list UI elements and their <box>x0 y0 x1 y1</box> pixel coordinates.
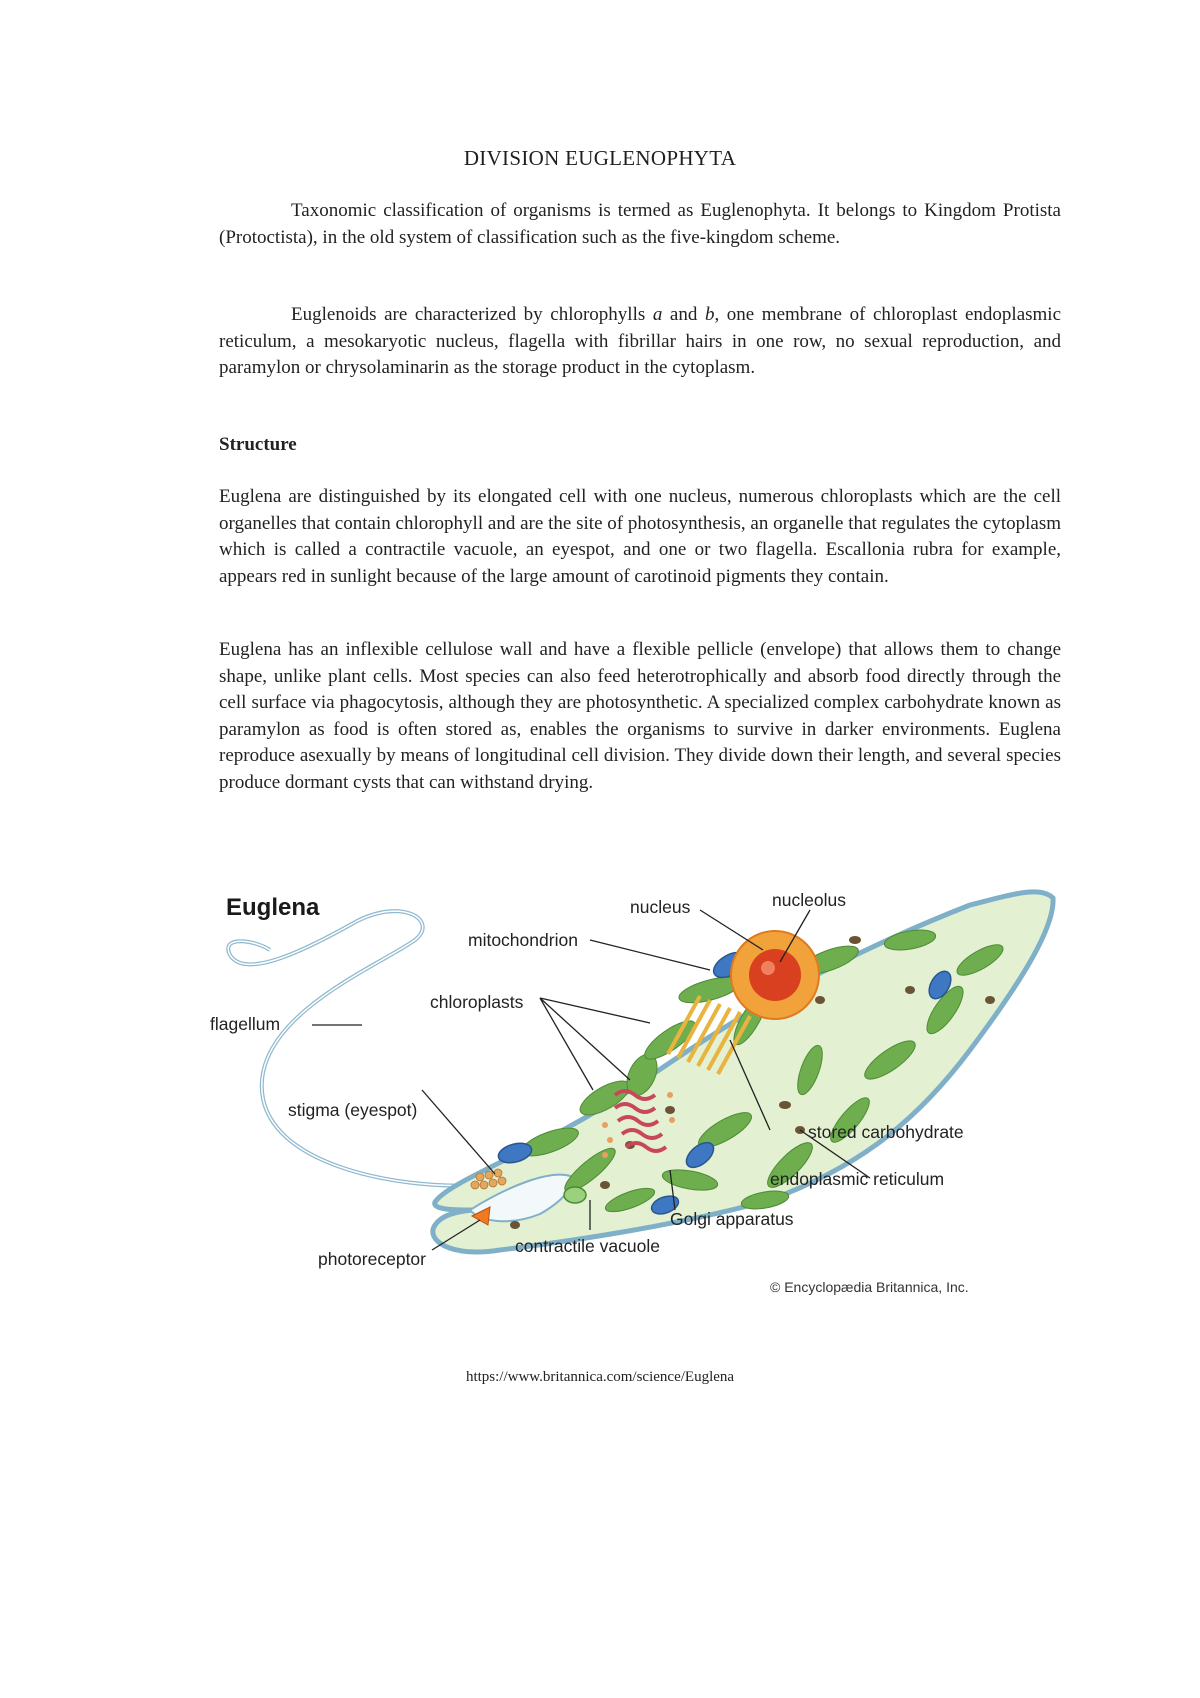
flagellum-highlight <box>228 911 478 1185</box>
paragraph-characteristics <box>219 302 1061 382</box>
body-text-3 <box>219 484 1061 590</box>
source-url: https://www.britannica.com/science/Euglena <box>465 1369 735 1385</box>
label-mitochondrion: mitochondrion <box>468 930 578 950</box>
label-nucleolus: nucleolus <box>772 890 846 910</box>
nucleolus-highlight <box>761 961 775 975</box>
label-contractile-vacuole: contractile vacuole <box>515 1236 660 1256</box>
flagellum-path <box>228 911 478 1185</box>
nucleolus-shape <box>749 949 801 1001</box>
label-photoreceptor: photoreceptor <box>318 1249 426 1269</box>
body-text <box>219 198 1061 251</box>
contractile-vacuole-shape <box>564 1187 586 1203</box>
para2-text-2: , one membrane of chloroplast endoplasmic reticulum, a mesokaryotic nucleus, flagella with fibrillar hairs in one row, no sexual reproduction, and paramylon or chrysolaminarin as the storage product in the cytoplasm. <box>219 304 1062 378</box>
paragraph-structure: Euglena are distinguished by its elongated cell with one nucleus, numerous chloroplasts which are the cell organelles that contain chlorophyll and are the site of photosynthesis, an organelle that regulates the cytoplasm which is called a contractile vacuole, an eyespot, and one or two flagella. Escallonia rubra for example, appears red in sunlight because of the large amount of carotinoid pigments they contain. <box>219 486 1061 587</box>
body-text-4 <box>219 637 1061 796</box>
para2-and: and <box>662 304 705 325</box>
label-endoplasmic-reticulum: endoplasmic reticulum <box>770 1169 945 1189</box>
chlorophyll-a: a <box>652 304 663 325</box>
label-stigma: stigma (eyespot) <box>288 1100 418 1120</box>
label-chloroplasts: chloroplasts <box>430 992 524 1012</box>
document-title: DIVISION EUGLENOPHYTA <box>463 146 737 170</box>
label-flagellum: flagellum <box>210 1014 281 1034</box>
label-golgi-apparatus: Golgi apparatus <box>670 1209 794 1229</box>
label-nucleus: nucleus <box>630 897 691 917</box>
euglena-diagram <box>210 880 1070 1350</box>
structure-heading: Structure <box>219 434 297 455</box>
paragraph-wall: Euglena has an inflexible cellulose wall and have a flexible pellicle (envelope) that allows them to change shape, unlike plant cells. Most species can also feed heterotrophically and absorb food directly through the cell surface via phagocytosis, although they are photosynthetic. A specialized complex carbohydrate known as paramylon as food is often stored as, enables the organisms to survive in darker environments. Euglena reproduce asexually by means of longitudinal cell division. They divide down their length, and several species produce dormant cysts that can withstand drying. <box>219 639 1061 793</box>
para2-text-1: Euglenoids are characterized by chlorophylls <box>291 304 653 325</box>
paragraph-classification: Taxonomic classification of organisms is termed as Euglenophyta. It belongs to Kingdom Protista (Protoctista), in the old system of classification such as the five-kingdom scheme. <box>219 200 1061 248</box>
figure-copyright: © Encyclopædia Britannica, Inc. <box>770 1279 969 1295</box>
label-stored-carbohydrate: stored carbohydrate <box>808 1122 964 1142</box>
figure-title: Euglena <box>226 894 320 921</box>
chlorophyll-b: b <box>704 304 715 325</box>
body-text-2 <box>219 302 1061 382</box>
